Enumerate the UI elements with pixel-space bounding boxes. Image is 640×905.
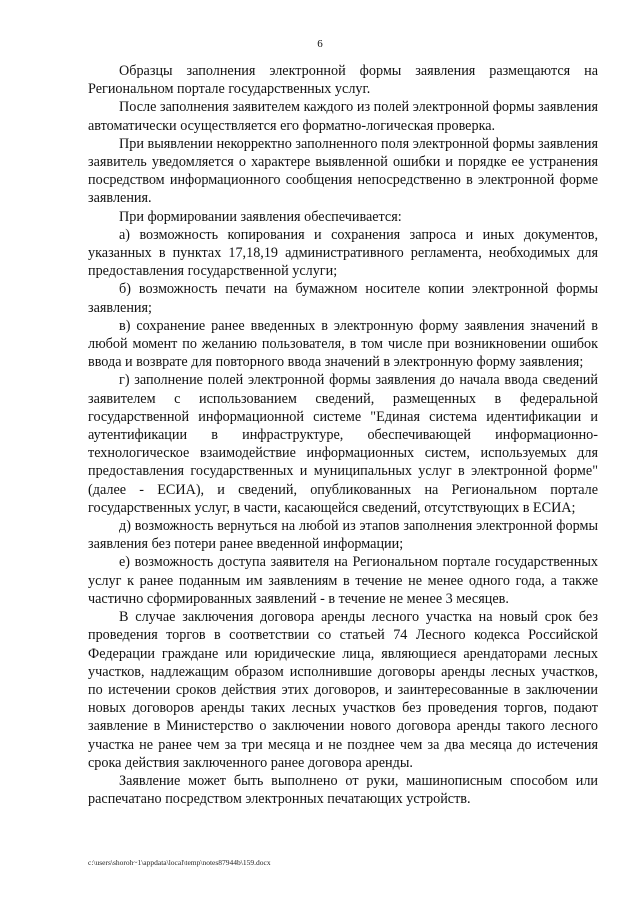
paragraph-error-notice: При выявлении некорректно заполненного поля электронной формы заявления заявитель уведомляется о характере выявленной ошибки и порядке ее устранения посредством информационного сообщения непосредственно в электронной форме заявления. — [88, 135, 598, 207]
paragraph-samples: Образцы заполнения электронной формы заявления размещаются на Региональном портале государственных услуг. — [88, 63, 598, 98]
list-item-v: в) сохранение ранее введенных в электронную форму заявления значений в любой момент по желанию пользователя, в том числе при возникновении ошибок ввода и возврате для повторного ввода значений в электронную форму заявления; — [88, 317, 598, 371]
list-item-e: е) возможность доступа заявителя на Региональном портале государственных услуг к ранее поданным им заявлениям в течение не менее одного года, а также частично сформированных заявлений - в течение не менее 3 месяцев. — [88, 554, 598, 607]
paragraph-format-check: После заполнения заявителем каждого из полей электронной формы заявления автоматически осуществляется его форматно-логическая проверка. — [88, 99, 598, 134]
paragraph-provisions-intro: При формировании заявления обеспечивается: — [119, 208, 402, 225]
list-item-d: д) возможность вернуться на любой из этапов заполнения электронной формы заявления без потери ранее введенной информации; — [88, 518, 598, 553]
paragraph-application-form: Заявление может быть выполнено от руки, машинописным способом или распечатано посредством электронных печатающих устройств. — [88, 772, 598, 808]
list-item-b: б) возможность печати на бумажном носителе копии электронной формы заявления; — [88, 281, 598, 316]
page-number: 6 — [317, 38, 323, 50]
list-item-g: г) заполнение полей электронной формы заявления до начала ввода сведений заявителем с использованием сведений, размещенных в федеральной государственной информационной системе "Единая система идентификации и аутентификации в инфраструктуре, обеспечивающей информационно-технологическое взаимодействие информационных систем, используемых для предоставления государственных и муниципальных услуг в электронной форме" (далее - ЕСИА), и сведений, опубликованных на Региональном портале государственных услуг, в части, касающейся сведений, отсутствующих в ЕСИА; — [88, 372, 598, 516]
list-item-a: а) возможность копирования и сохранения запроса и иных документов, указанных в пунктах 17,18,19 административного регламента, необходимых для предоставления государственной услуги; — [88, 226, 598, 280]
footer-file-path: c:\users\shoroh~1\appdata\local\temp\notes87944b\159.docx — [88, 858, 271, 867]
paragraph-lease-renewal: В случае заключения договора аренды лесного участка на новый срок без проведения торгов в соответствии со статьей 74 Лесного кодекса Российской Федерации граждане или юридические лица, являющиеся арендаторами лесных участков, надлежащим образом исполнившие договоры аренды лесных участков, по истечении сроков действия этих договоров, и заинтересованные в заключении новых договоров аренды таких лесных участков без проведения торгов, подают заявление в Министерство о заключении нового договора аренды такого лесного участка не ранее чем за три месяца и не позднее чем за два месяца до истечения срока действия заключенного ранее договора аренды. — [88, 609, 598, 771]
document-body — [88, 62, 598, 808]
